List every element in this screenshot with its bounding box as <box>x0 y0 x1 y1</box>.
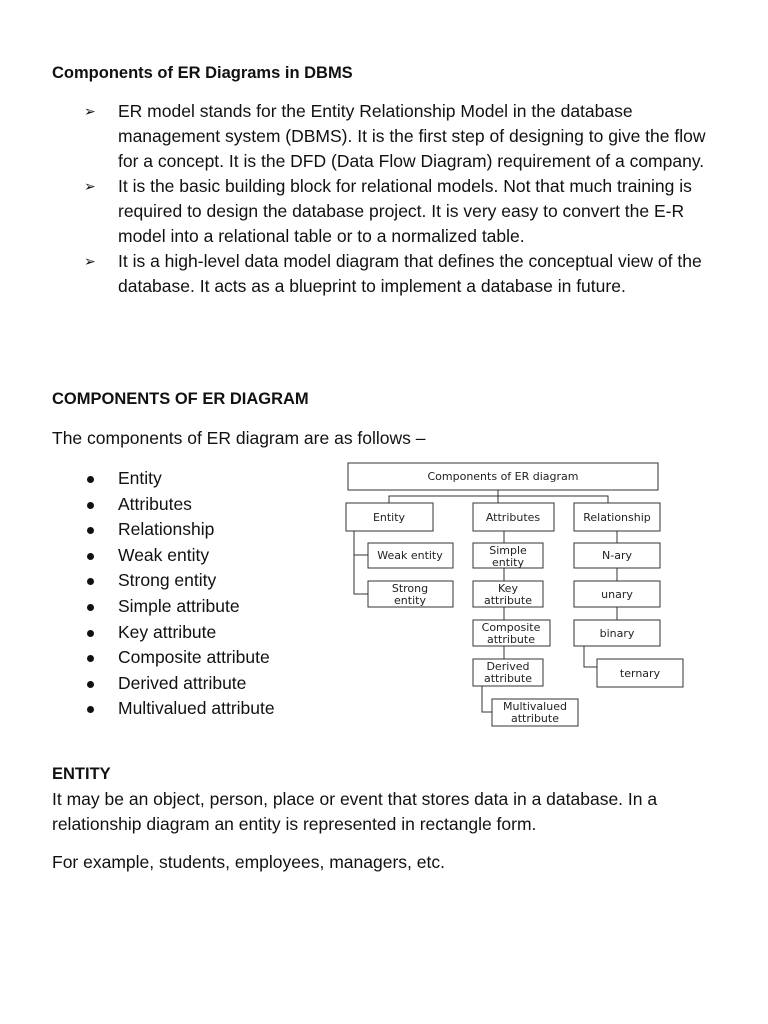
list-item: Composite attribute <box>84 645 324 671</box>
intro-point-text: It is the basic building block for relational models. Not that much training is required to design the database project. It is very easy to convert the E-R model into a relational table or to a normalized table. <box>118 176 692 246</box>
diagram-derived-attr-label: Derived <box>486 660 530 673</box>
components-heading: COMPONENTS OF ER DIAGRAM <box>52 390 309 408</box>
bullet-dot-icon <box>87 681 94 688</box>
entity-heading: ENTITY <box>52 765 111 783</box>
components-lead: The components of ER diagram are as follows – <box>52 428 426 448</box>
intro-point <box>84 174 724 249</box>
bullet-dot-icon <box>87 553 94 560</box>
arrow-bullet-icon: ➢ <box>84 253 96 269</box>
bullet-dot-icon <box>87 476 94 483</box>
list-item: Simple attribute <box>84 594 324 620</box>
list-item: Relationship <box>84 517 324 543</box>
diagram-binary-label: binary <box>599 627 635 640</box>
intro-point-text: ER model stands for the Entity Relationship Model in the database management system (DBMS). It is the first step of designing to give the flow for a concept. It is the DFD (Data Flow Diagram) requirement of a company. <box>118 101 706 171</box>
diagram-ternary-label: ternary <box>619 667 661 680</box>
entity-description: It may be an object, person, place or event that stores data in a database. In a relationship diagram an entity is represented in rectangle form. <box>52 789 658 834</box>
diagram-weak-entity-label: Weak entity <box>377 549 443 562</box>
diagram-derived-attr-label: attribute <box>484 672 532 685</box>
bullet-dot-icon <box>87 502 94 509</box>
er-components-diagram <box>338 455 688 740</box>
intro-point <box>84 249 724 299</box>
list-item: Entity <box>84 466 324 492</box>
diagram-entity-label: Entity <box>372 511 406 524</box>
page-title: Components of ER Diagrams in DBMS <box>52 64 353 82</box>
bullet-dot-icon <box>87 527 94 534</box>
diagram-multivalued-attr-label: Multivalued <box>503 700 567 713</box>
diagram-key-attr-label: attribute <box>484 594 532 607</box>
list-item: Weak entity <box>84 543 324 569</box>
diagram-unary-label: unary <box>601 588 633 601</box>
bullet-dot-icon <box>87 706 94 713</box>
intro-point-list <box>84 99 724 299</box>
diagram-root-label: Components of ER diagram <box>427 470 579 483</box>
bullet-dot-icon <box>87 578 94 585</box>
diagram-key-attr-label: Key <box>498 582 518 595</box>
bullet-dot-icon <box>87 604 94 611</box>
list-item: Key attribute <box>84 620 324 646</box>
diagram-composite-attr-label: attribute <box>487 633 535 646</box>
list-item: Multivalued attribute <box>84 696 324 722</box>
entity-example: For example, students, employees, managers, etc. <box>52 852 445 872</box>
diagram-strong-entity-label: Strong <box>391 582 429 595</box>
bullet-dot-icon <box>87 655 94 662</box>
diagram-nary-label: N-ary <box>602 549 632 562</box>
arrow-bullet-icon: ➢ <box>84 178 96 194</box>
diagram-simple-attr-label: Simple <box>489 544 527 557</box>
diagram-attributes-label: Attributes <box>485 511 541 524</box>
diagram-svg <box>338 455 688 735</box>
diagram-strong-entity-label: entity <box>394 594 426 607</box>
arrow-bullet-icon: ➢ <box>84 103 96 119</box>
list-item: Attributes <box>84 492 324 518</box>
list-item: Derived attribute <box>84 671 324 697</box>
bullet-dot-icon <box>87 630 94 637</box>
components-list <box>84 466 324 722</box>
diagram-multivalued-attr-label: attribute <box>511 712 559 725</box>
diagram-relationship-label: Relationship <box>583 511 651 524</box>
intro-point <box>84 99 724 174</box>
diagram-simple-attr-label: entity <box>492 556 524 569</box>
list-item: Strong entity <box>84 568 324 594</box>
intro-point-text: It is a high-level data model diagram that defines the conceptual view of the database. It acts as a blueprint to implement a database in future. <box>118 251 702 296</box>
diagram-composite-attr-label: Composite <box>481 621 541 634</box>
